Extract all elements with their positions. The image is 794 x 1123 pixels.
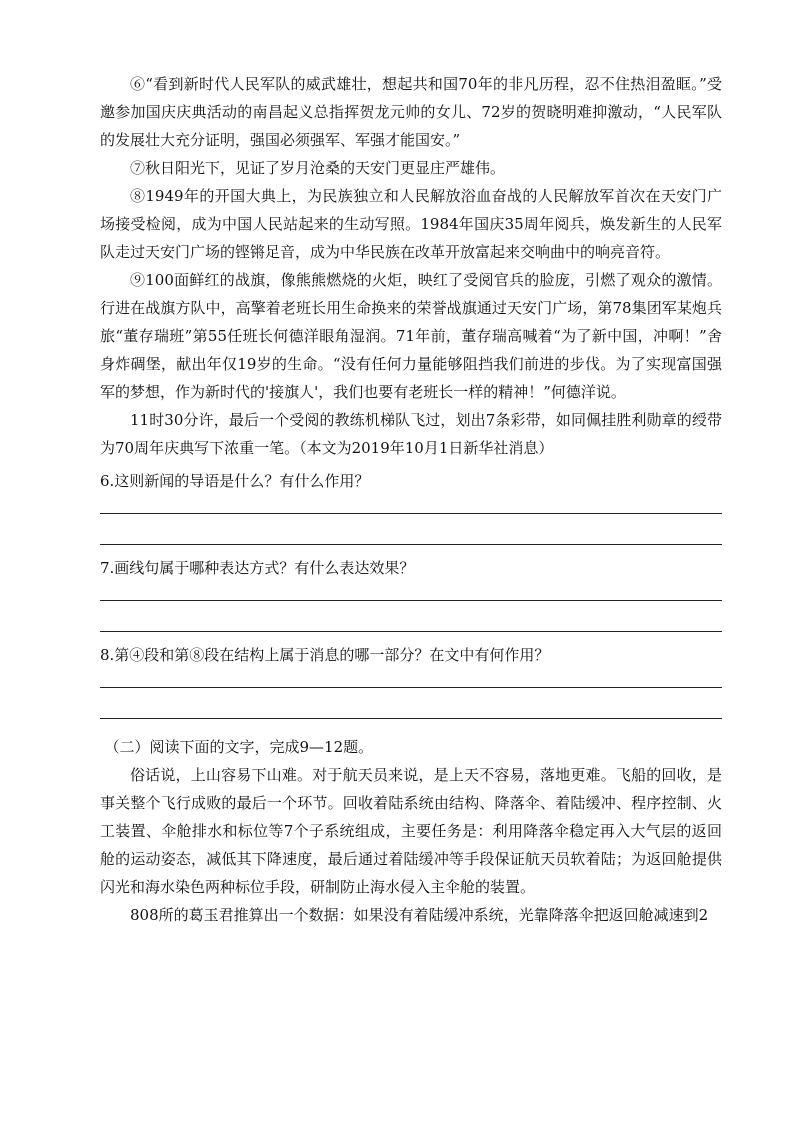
paragraph-6: ⑥“看到新时代人民军队的威武雄壮，想起共和国70年的非凡历程，忍不住热泪盈眶。”受邀参加国庆庆典活动的南昌起义总指挥贺龙元帅的女儿、72岁的贺晓明难抑激动，“人民军队的发展壮大充分证明，强国必须强军、军强才能国安。” [100,75,722,149]
section-2-paragraph-1: 俗话说，上山容易下山难。对于航天员来说，是上天不容易，落地更难。飞船的回收，是事关整个飞行成败的最后一个环节。回收着陆系统由结构、降落伞、着陆缓冲、程序控制、火工装置、伞舱排水和标位等7个子系统组成，主要任务是：利用降落伞稳定再入大气层的返回舱的运动姿态，减低其下降速度，最后通过着陆缓冲等手段保证航天员软着陆；为返回舱提供闪光和海水染色两种标位手段，研制防止海水侵入主伞舱的装置。 [100,766,722,896]
paragraph-7: ⑦秋日阳光下，见证了岁月沧桑的天安门更显庄严雄伟。 [130,159,506,177]
section-2-paragraph-2: 808所的葛玉君推算出一个数据：如果没有着陆缓冲系统，光靠降落伞把返回舱减速到2 [130,906,709,924]
answer-area-7 [100,582,722,636]
section-2-heading: （二）阅读下面的文字，完成9—12题。 [104,738,374,756]
answer-line [100,600,722,601]
answer-line [100,513,722,514]
paragraph-9: ⑨100面鲜红的战旗，像熊熊燃烧的火炬，映红了受阅官兵的脸庞，引燃了观众的激情。行进在战旗方队中，高擎着老班长用生命换来的荣誉战旗通过天安门广场，第78集团军某炮兵旅“董存瑞班”第55任班长何德洋眼角湿润。71年前，董存瑞高喊着“为了新中国，冲啊！”舍身炸碉堡，献出年仅19岁的生命。“没有任何力量能够阻挡我们前进的步伐。为了实现富国强军的梦想，作为新时代的'接旗人'，我们也要有老班长一样的精神！”何德洋说。 [100,271,722,401]
paragraph-final: 11时30分许，最后一个受阅的教练机梯队飞过，划出7条彩带，如同佩挂胜利勋章的绶带为70周年庆典写下浓重一笔。（本文为2019年10月1日新华社消息） [100,411,722,457]
paragraph-8: ⑧1949年的开国大典上，为民族独立和人民解放浴血奋战的人民解放军首次在天安门广场接受检阅，成为中国人民站起来的生动写照。1984年国庆35周年阅兵，焕发新生的人民军队走过天安门广场的铿锵足音，成为中华民族在改革开放富起来交响曲中的响亮音符。 [100,187,722,261]
question-7: 7.画线句属于哪种表达方式？有什么表达效果？ [100,559,415,577]
question-8: 8.第④段和第⑧段在结构上属于消息的哪一部分？在文中有何作用？ [100,646,550,664]
answer-line [100,718,722,719]
answer-line [100,631,722,632]
answer-line [100,544,722,545]
answer-line [100,687,722,688]
question-6: 6.这则新闻的导语是什么？有什么作用？ [100,472,370,490]
answer-area-8 [100,669,722,723]
answer-area-6 [100,495,722,549]
document-content [100,70,722,929]
